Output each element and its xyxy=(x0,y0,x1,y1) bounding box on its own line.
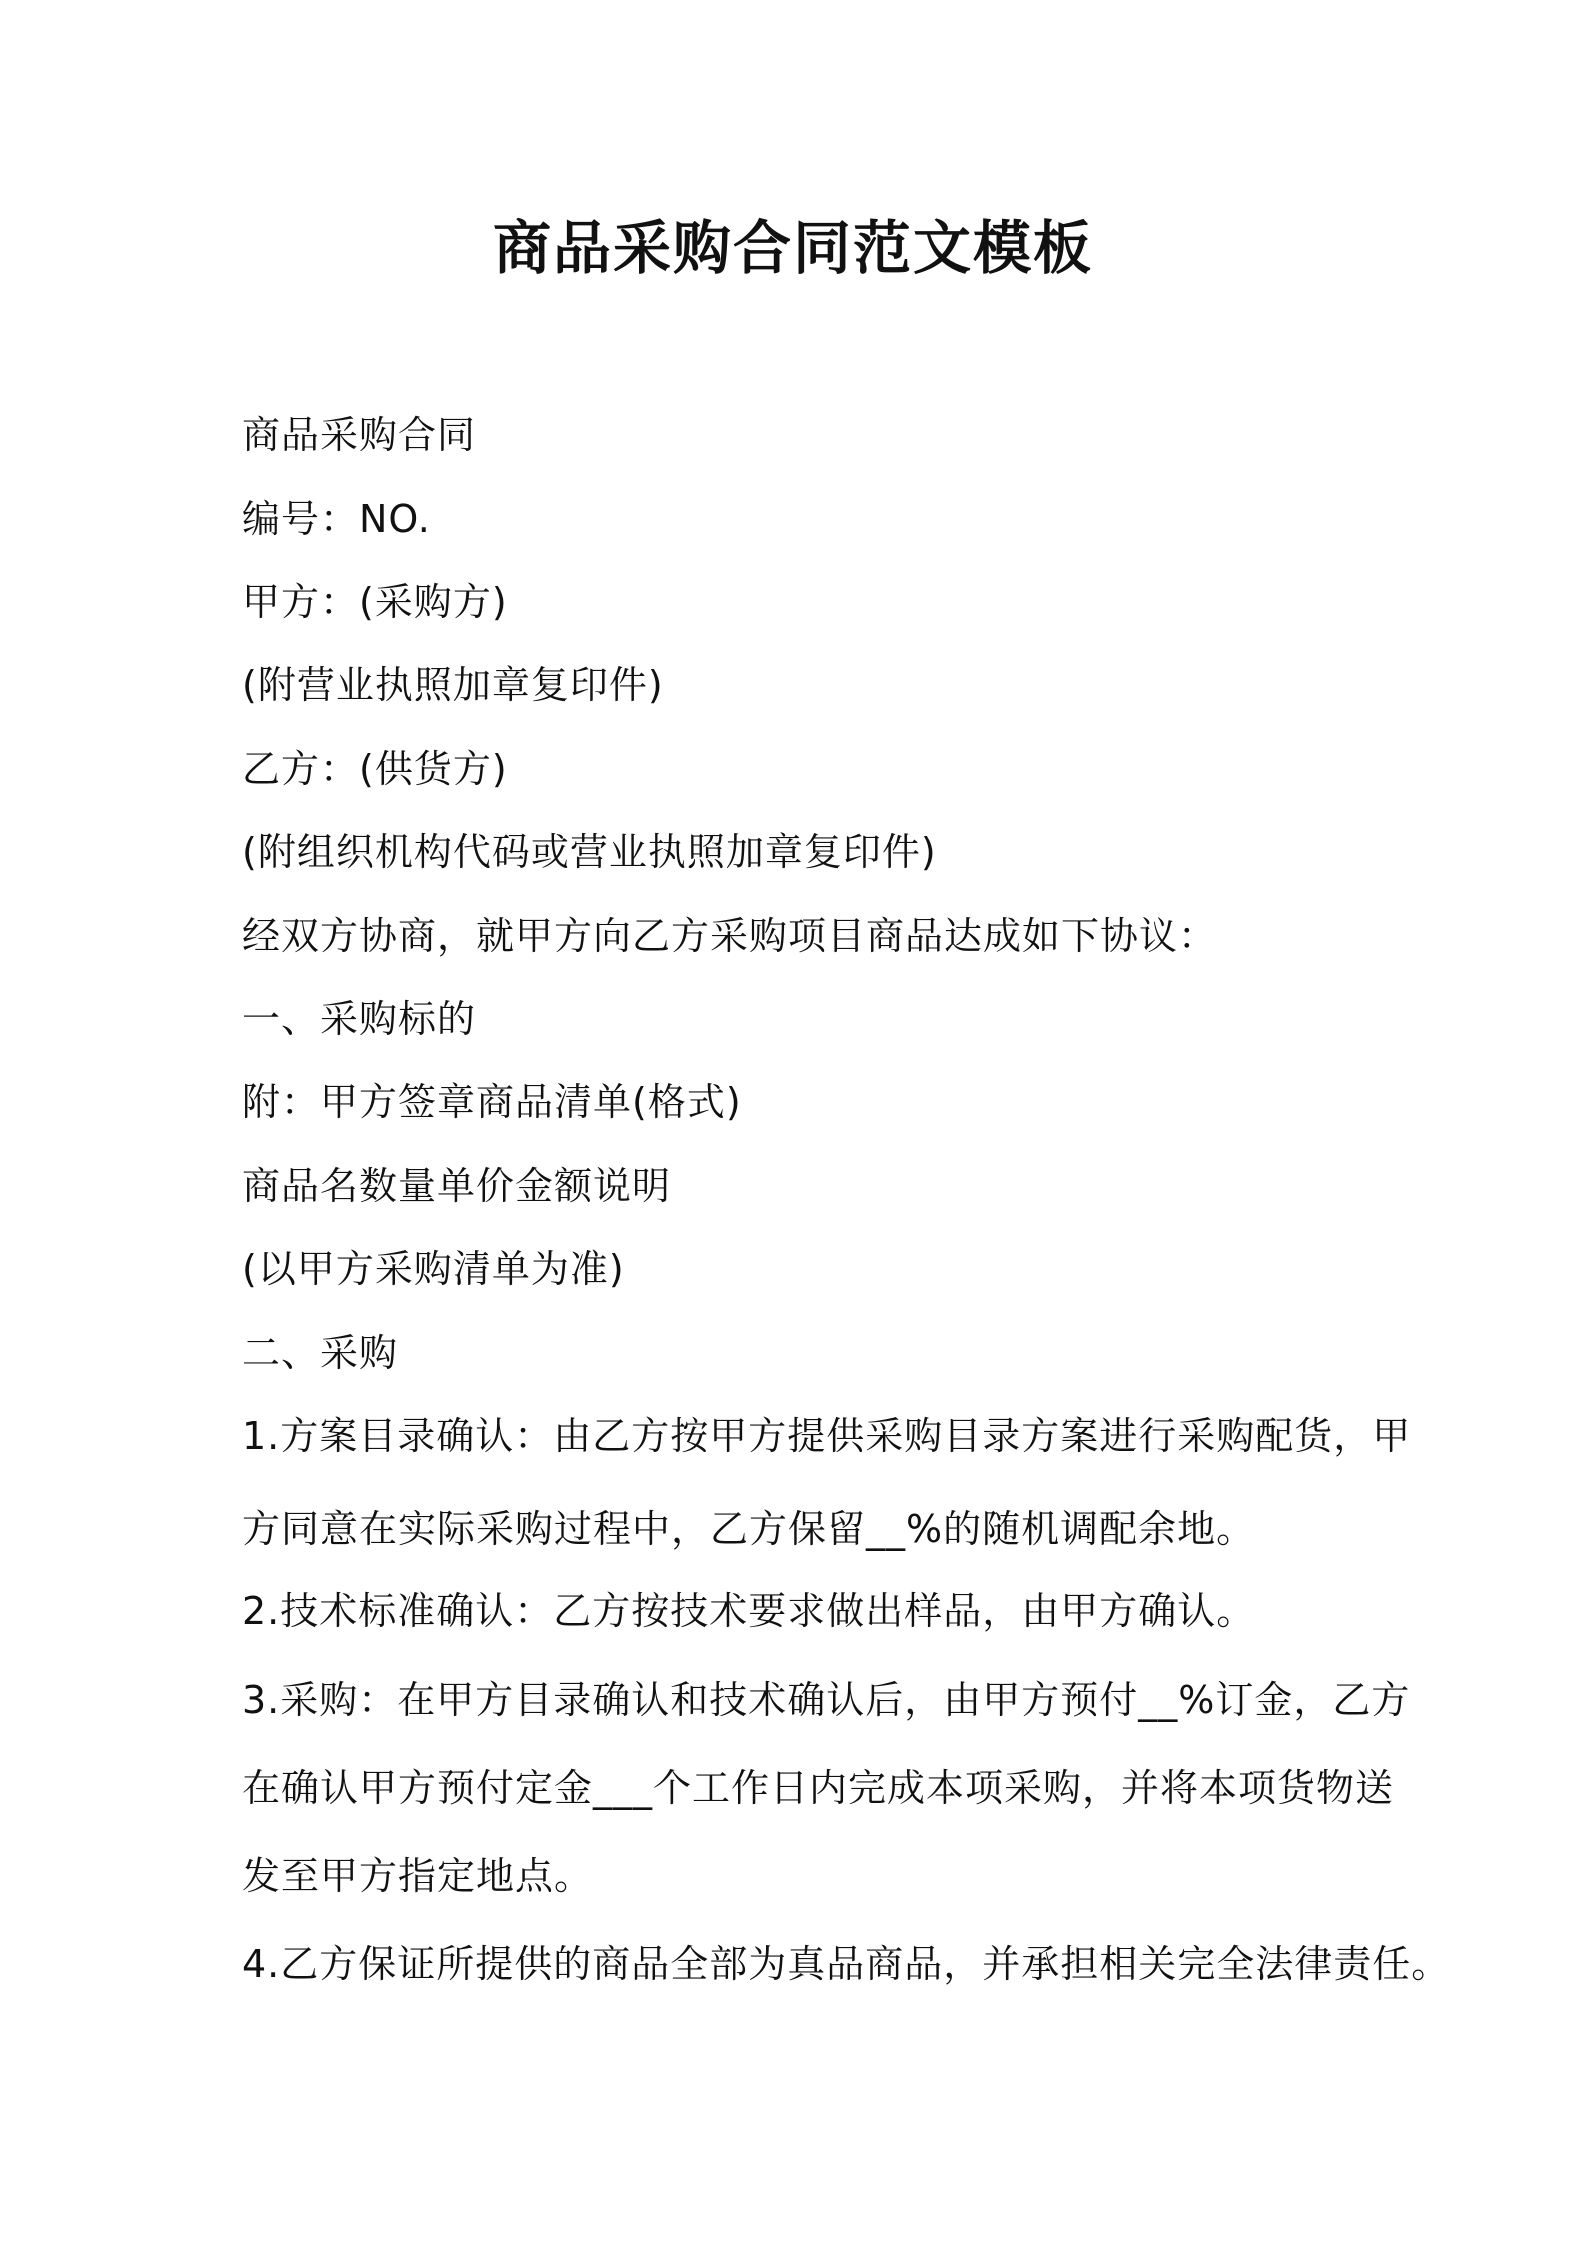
document-title: 商品采购合同范文模板 xyxy=(492,214,1093,282)
agreement-intro: 经双方协商，就甲方向乙方采购项目商品达成如下协议： xyxy=(242,914,1218,958)
contract-number: 编号：NO. xyxy=(242,497,431,541)
party-b-note: (附组织机构代码或营业执照加章复印件) xyxy=(242,830,937,874)
attachment-line: 附：甲方签章商品清单(格式) xyxy=(242,1080,742,1124)
clause-1-line-2: 方同意在实际采购过程中，乙方保留__%的随机调配余地。 xyxy=(242,1507,1256,1551)
item-columns-line: 商品名数量单价金额说明 xyxy=(242,1164,672,1208)
contract-heading: 商品采购合同 xyxy=(242,413,477,457)
section-2-heading: 二、采购 xyxy=(242,1331,399,1375)
party-b: 乙方：(供货方) xyxy=(242,747,508,791)
party-a-note: (附营业执照加章复印件) xyxy=(242,663,664,707)
clause-3-line-1: 3.采购：在甲方目录确认和技术确认后，由甲方预付__%订金，乙方 xyxy=(242,1678,1411,1722)
section-1-heading: 一、采购标的 xyxy=(242,997,477,1041)
clause-4: 4.乙方保证所提供的商品全部为真品商品，并承担相关完全法律责任。 xyxy=(242,1942,1451,1986)
clause-3-line-2: 在确认甲方预付定金___个工作日内完成本项采购，并将本项货物送 xyxy=(242,1766,1395,1810)
clause-3-line-3: 发至甲方指定地点。 xyxy=(242,1854,594,1898)
purchase-list-note: (以甲方采购清单为准) xyxy=(242,1247,625,1291)
party-a: 甲方：(采购方) xyxy=(242,580,508,624)
clause-1-line-1: 1.方案目录确认：由乙方按甲方提供采购目录方案进行采购配货，甲 xyxy=(242,1414,1412,1458)
clause-2: 2.技术标准确认：乙方按技术要求做出样品，由甲方确认。 xyxy=(242,1589,1256,1633)
